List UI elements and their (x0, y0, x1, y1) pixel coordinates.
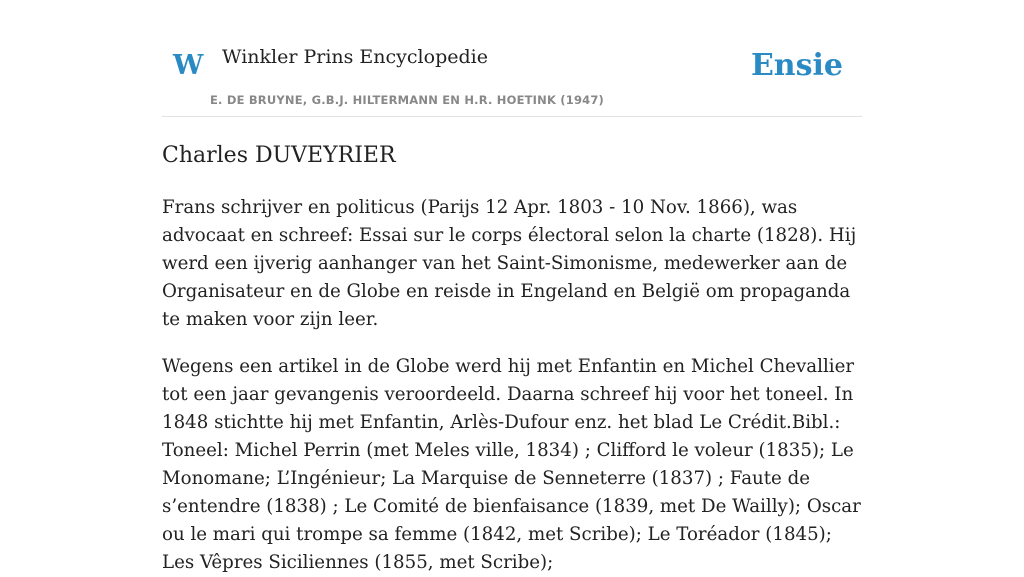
source-authors: E. DE BRUYNE, G.B.J. HILTERMANN EN H.R. HOETINK (1947) (210, 93, 605, 107)
source-title[interactable]: Winkler Prins Encyclopedie (222, 46, 488, 68)
article-body (162, 194, 862, 577)
article-title: Charles DUVEYRIER (162, 143, 396, 168)
ensie-logo-link[interactable]: Ensie (750, 48, 843, 83)
article-paragraph: Frans schrijver en politicus (Parijs 12 Apr. 1803 - 10 Nov. 1866), was advocaat en schreef: Essai sur le corps électoral selon la charte (1828). Hij werd een ijverig aanhanger van het Saint-Simonisme, medewerker aan de Organisateur en de Globe en reisde in Engeland en België om propaganda te maken voor zijn leer. (162, 197, 857, 330)
article-page (162, 0, 862, 577)
source-header (162, 0, 862, 117)
article-paragraph: Wegens een artikel in de Globe werd hij met Enfantin en Michel Chevallier tot een jaar gevangenis veroordeeld. Daarna schreef hij voor het toneel. In 1848 stichtte hij met Enfantin, Arlès-Dufour enz. het blad Le Crédit.Bibl.: Toneel: Michel Perrin (met Meles ville, 1834) ; Clifford le voleur (1835); Le Monomane; L’Ingénieur; La Marquise de Senneterre (1837) ; Faute de s’entendre (1838) ; Le Comité de bienfaisance (1839, met De Wailly); Oscar ou le mari qui trompe sa femme (1842, met Scribe); Le Toréador (1845); Les Vêpres Siciliennes (1855, met Scribe); (162, 356, 861, 573)
winkler-prins-logo[interactable]: W (173, 50, 204, 81)
